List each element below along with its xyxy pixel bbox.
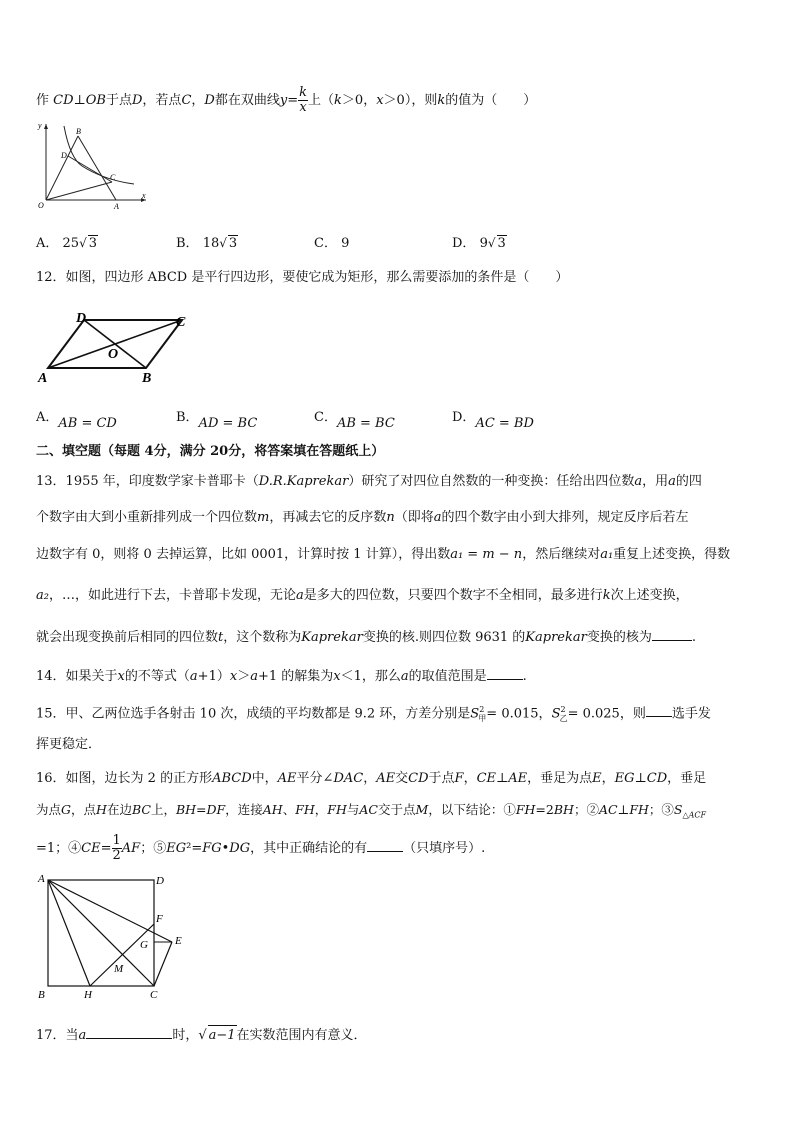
q16-label-m: M bbox=[114, 963, 124, 975]
section-2-heading: 二、填空题（每题 4分，满分 20分，将答案填在答题纸上） bbox=[36, 444, 385, 459]
q13-line-1: 13．1955 年，印度数学家卡普耶卡（D.R.Kaprekar）研究了对四位自然数的一种变换：任给出四位数a，用a的四 bbox=[36, 474, 702, 489]
q11-figure bbox=[34, 118, 154, 212]
q16-label-a: A bbox=[38, 873, 45, 885]
q16-figure bbox=[34, 870, 194, 1006]
q16-label-g: G bbox=[140, 939, 148, 951]
q16-line-1: 16．如图，边长为 2 的正方形ABCD中，AE平分∠DAC，AE交CD于点F，CE⊥AE，垂足为点E，EG⊥CD，垂足 bbox=[36, 771, 707, 786]
q13-answer-blank[interactable] bbox=[652, 626, 692, 641]
q11-label-c: C bbox=[110, 173, 116, 182]
q13-line-3: 边数字有 0，则将 0 去掉运算，比如 0001，计算时按 1 计算），得出数a₁ = m − n，然后继续对a₁重复上述变换，得数 bbox=[36, 547, 731, 562]
q16-answer-blank[interactable] bbox=[367, 837, 403, 852]
q12-label-d: D bbox=[76, 311, 87, 326]
q16-line-3: =1；④CE= $\frac{1}{2}$ AF；⑤EG²=FG•DG，其中正确结论的有 （只填序号）. bbox=[36, 833, 486, 863]
q12-label-o: O bbox=[108, 347, 119, 362]
q13-line-5: 就会出现变换前后相同的四位数t，这个数称为Kaprekar变换的核.则四位数 9631 的Kaprekar变换的核为 . bbox=[36, 626, 696, 648]
q16-label-h: H bbox=[84, 989, 92, 1001]
q11-label-x: x bbox=[142, 191, 146, 200]
q11-stem: 作 CD⊥OB于点D，若点C，D都在双曲线y= $\frac{k}{x}$ 上（k＞0，x＞0），则k的值为（ ） bbox=[36, 85, 537, 115]
q12-option-c[interactable]: C．AB = BC bbox=[314, 410, 395, 431]
q12-option-b[interactable]: B．AD = BC bbox=[176, 410, 258, 431]
q13-line-4: a₂，…，如此进行下去，卡普耶卡发现，无论a是多大的四位数，只要四个数字不全相同，最多进行k次上述变换， bbox=[36, 588, 689, 603]
q16-line-2: 为点G，点H在边BC上，BH=DF，连接AH、FH，FH与AC交于点M，以下结论：①FH=2BH；②AC⊥FH；$③S_{\triangle ACF}$ bbox=[36, 802, 707, 820]
q14-answer-blank[interactable] bbox=[487, 665, 523, 680]
q16-label-e: E bbox=[175, 935, 182, 947]
q11-label-y: y bbox=[38, 121, 42, 130]
q16-fraction: $\frac{1}{2}$ bbox=[112, 833, 121, 863]
q15-answer-blank[interactable] bbox=[646, 702, 672, 717]
q15-line-2: 挥更稳定． bbox=[36, 737, 102, 752]
q14-stem: 14．如果关于x的不等式（a+1）x＞a+1 的解集为x＜1，那么a的取值范围是 . bbox=[36, 665, 527, 687]
q13-line-2: 个数字由大到小重新排列成一个四位数m，再减去它的反序数n（即将a的四个数字由小到大排列，规定反序后若左 bbox=[36, 510, 689, 525]
q11-option-d[interactable]: D． 9√ 3 bbox=[452, 236, 506, 251]
q12-label-b: B bbox=[142, 371, 152, 386]
q12-option-d[interactable]: D．AC = BD bbox=[452, 410, 534, 431]
q11-label-o: O bbox=[38, 201, 44, 210]
q17-answer-blank[interactable] bbox=[86, 1024, 172, 1039]
q11-label-d: D bbox=[61, 151, 67, 160]
q11-option-a[interactable]: A． 25√ 3 bbox=[36, 236, 98, 251]
q11-label-b: B bbox=[76, 127, 81, 136]
q12-figure bbox=[36, 304, 200, 388]
q17-stem: 17．当a 时，√ a−1在实数范围内有意义． bbox=[36, 1024, 367, 1046]
q12-stem: 12．如图，四边形 ABCD 是平行四边形，要使它成为矩形，那么需要添加的条件是（ ） bbox=[36, 270, 569, 285]
q12-label-c: C bbox=[176, 315, 186, 330]
q11-option-c[interactable]: C． 9 bbox=[314, 236, 350, 251]
q12-option-a[interactable]: A．AB = CD bbox=[36, 410, 117, 431]
q11-label-a: A bbox=[114, 202, 119, 211]
q16-label-f: F bbox=[156, 913, 163, 925]
q11-option-b[interactable]: B． 18√ 3 bbox=[176, 236, 238, 251]
q16-label-d: D bbox=[156, 875, 164, 887]
q12-label-a: A bbox=[38, 371, 48, 386]
q15-line-1: 15．甲、乙两位选手各射击 10 次，成绩的平均数都是 9.2 环，方差分别是$S^2_甲= 0.015$，$S^2_乙= 0.025$，则 选手发 bbox=[36, 700, 711, 729]
q16-label-c: C bbox=[150, 989, 158, 1001]
q11-fraction: $\frac{k}{x}$ bbox=[299, 85, 308, 115]
q16-label-b: B bbox=[38, 989, 45, 1001]
